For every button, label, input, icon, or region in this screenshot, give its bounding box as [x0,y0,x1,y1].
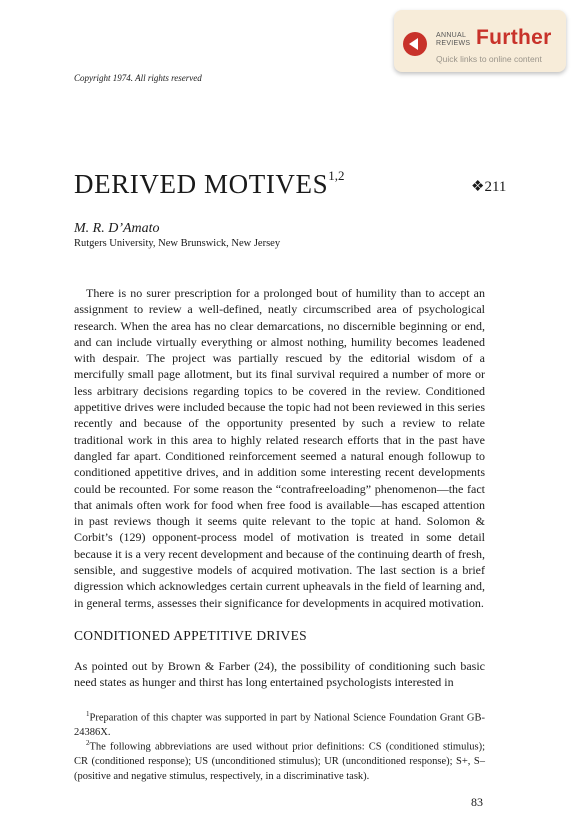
footnote-1-text: Preparation of this chapter was supported in part by National Science Foundation Grant GB-24386X. [74,712,485,739]
page-marker: ❖211 [471,179,507,195]
badge-subtitle: Quick links to online content [436,54,542,64]
footnote-2-text: The following abbreviations are used without prior definitions: CS (conditioned stimulus); CR (conditioned response); US (unconditioned stimulus); UR (unconditioned response); S+, S– (positive and negative stimulus, respectively, in a discriminative task). [74,741,485,782]
section-heading: CONDITIONED APPETITIVE DRIVES [74,628,307,643]
author-name: M. R. D’Amato [74,221,160,236]
footnote-1-mark: 1 [86,710,90,718]
article-title [74,168,344,200]
page-number: 83 [471,795,483,809]
title-footnote-refs: 1,2 [328,168,345,183]
footnote-2 [74,736,485,784]
annual-reviews-logo [436,32,470,48]
brand-line-2: REVIEWS [436,40,471,47]
footnote-2-mark: 2 [86,739,90,747]
body-paragraph-1: There is no surer prescription for a prolonged bout of humility than to accept an assignment to review a well-defined, neatly circumscribed area of psychological research. When the area has no clear demarcations, no discernible beginning or end, and can include virtually everything or almost nothing, humility becomes leadened with despair. The project was partially rescued by the editorial wisdom of a mercifully small page allotment, but its final survival required a number of more or less arbitrary decisions regarding topics to be covered in the review. Conditioned appetitive drives were included because the topic had not been reviewed in this series recently and because of the opportunity presented by such a review to relate traditional work in this area to highly related research efforts that in the past have dangled far apart. Conditioned reinforcement seemed a natural enough followup to conditioned appetitive drives, and in addition some interesting recent developments could be recounted. For some reason the “contrafreeloading” phenomenon—the fact that animals often work for food when free food is available—has escaped attention in past reviews though it seems quite relevant to the topic at hand. Solomon & Corbit’s (129) opponent-process model of motivation is treated in some detail because it is a very recent development and because of the continuing dearth of fresh, sensible, and suggestive models of acquired motivation. The last section is a brief digression which acknowledges certain current upheavals in the field of learning and, in general terms, assesses their significance for developments in acquired motivation. [74,286,485,610]
brand-line-1: ANNUAL [436,32,467,39]
badge-title: Further [476,26,552,49]
author-affiliation: Rutgers University, New Brunswick, New Jersey [74,238,281,249]
copyright-notice: Copyright 1974. All rights reserved [74,73,202,83]
further-badge-link[interactable] [394,10,566,72]
back-arrow-icon [403,32,427,56]
body-paragraph-2: As pointed out by Brown & Farber (24), the possibility of conditioning such basic need states as hunger and thirst has long entertained psychologists interested in [74,659,485,690]
article-title-text: DERIVED MOTIVES [74,169,329,199]
